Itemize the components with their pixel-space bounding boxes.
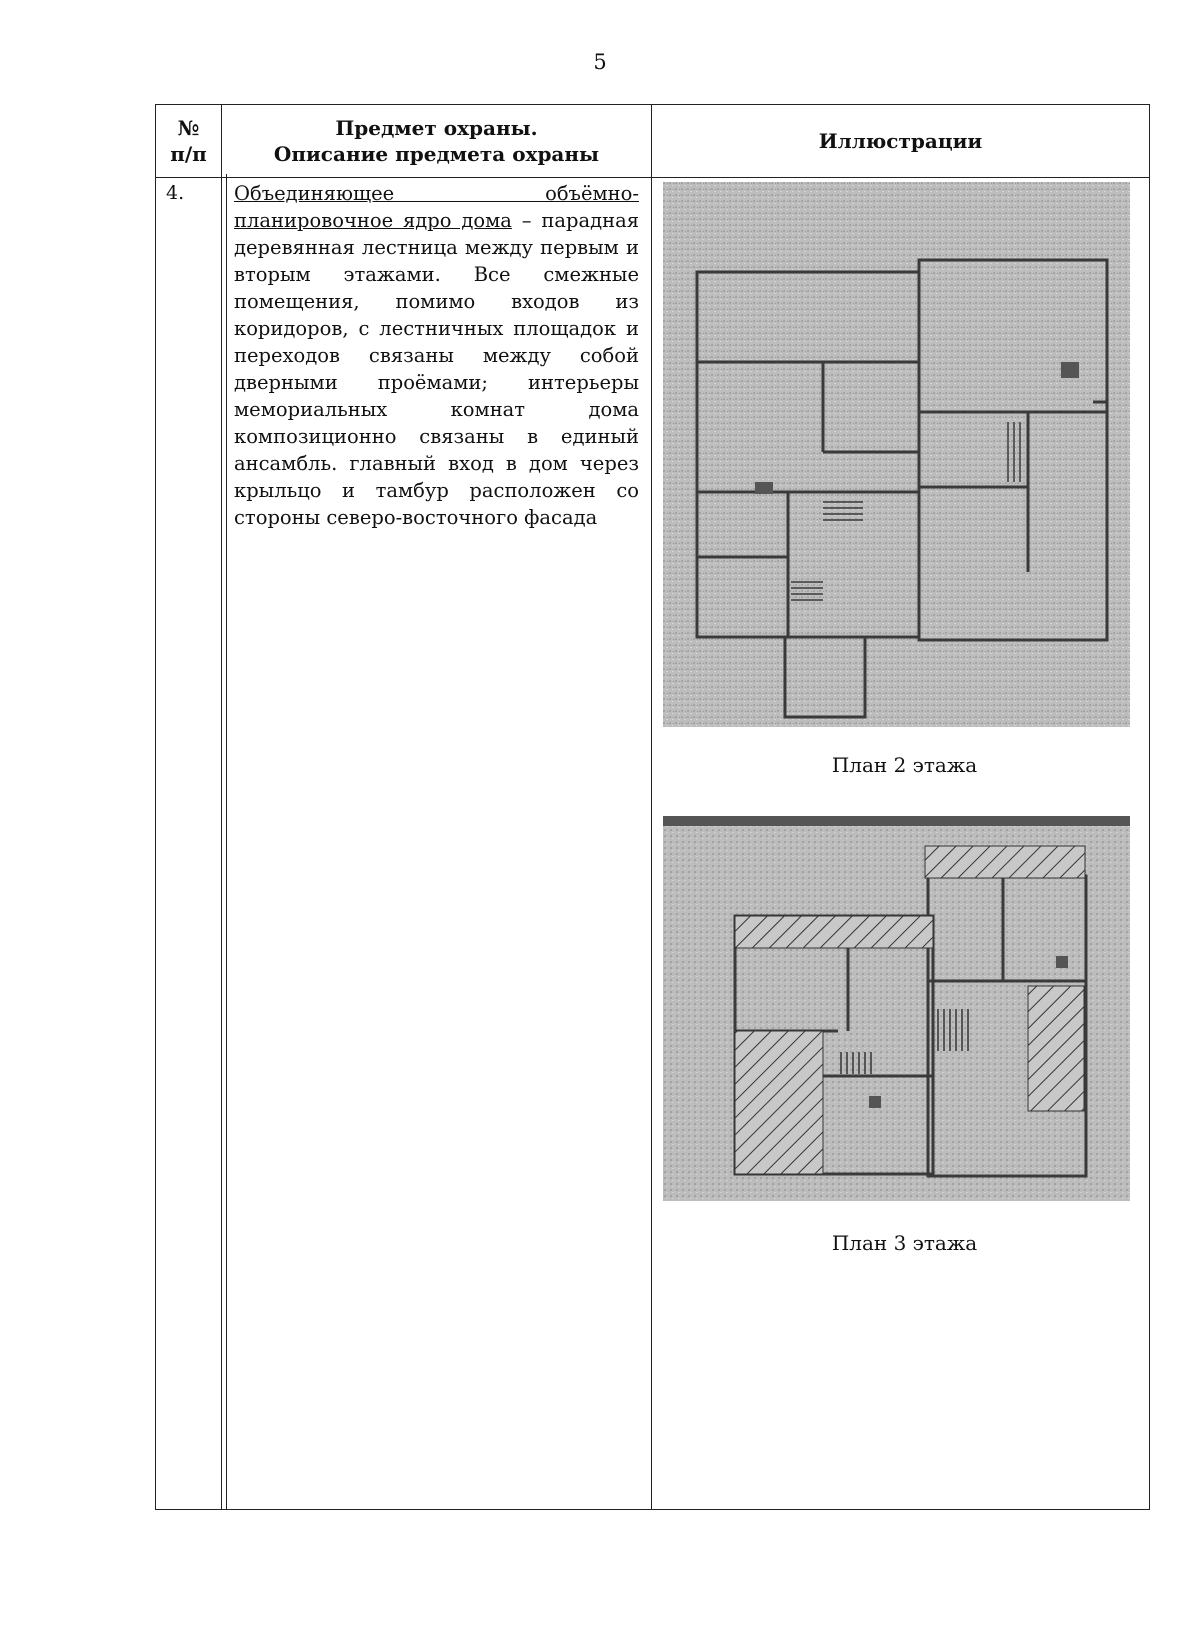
header-number-line2: п/п [170, 142, 207, 166]
page-number: 5 [593, 50, 607, 74]
floor-plan-2-image [663, 182, 1130, 727]
header-number-line1: № [177, 116, 200, 140]
protection-subject-table [155, 104, 1150, 1510]
illustration-floor-3 [653, 813, 1148, 1255]
column-divider-line [226, 174, 227, 1510]
header-subject [222, 105, 652, 178]
caption-floor-3: План 3 этажа [831, 1231, 978, 1255]
row-number: 4. [156, 178, 222, 1510]
row-description [222, 178, 652, 1510]
header-subject-line2: Описание предмета охраны [273, 142, 600, 166]
description-underlined: Объединяющее объёмно-планировочное ядро дома [234, 182, 639, 232]
row-illustrations [652, 178, 1150, 1510]
caption-floor-2: План 2 этажа [831, 753, 978, 777]
illustration-floor-2 [653, 179, 1148, 777]
table-header-row [156, 105, 1150, 178]
floor-plan-3-image [663, 816, 1130, 1201]
header-illustrations: Иллюстрации [652, 105, 1150, 178]
header-subject-line1: Предмет охраны. [335, 116, 538, 140]
table-row [156, 178, 1150, 1510]
header-number [156, 105, 222, 178]
description-text: – парадная деревянная лестница между первым и вторым этажами. Все смежные помещения, помимо входов из коридоров, с лестничных площадок и переходов связаны между собой дверными проёмами; интерьеры мемориальных комнат дома композиционно связаны в единый ансамбль. главный вход в дом через крыльцо и тамбур расположен со стороны северо-восточного фасада [234, 209, 639, 529]
